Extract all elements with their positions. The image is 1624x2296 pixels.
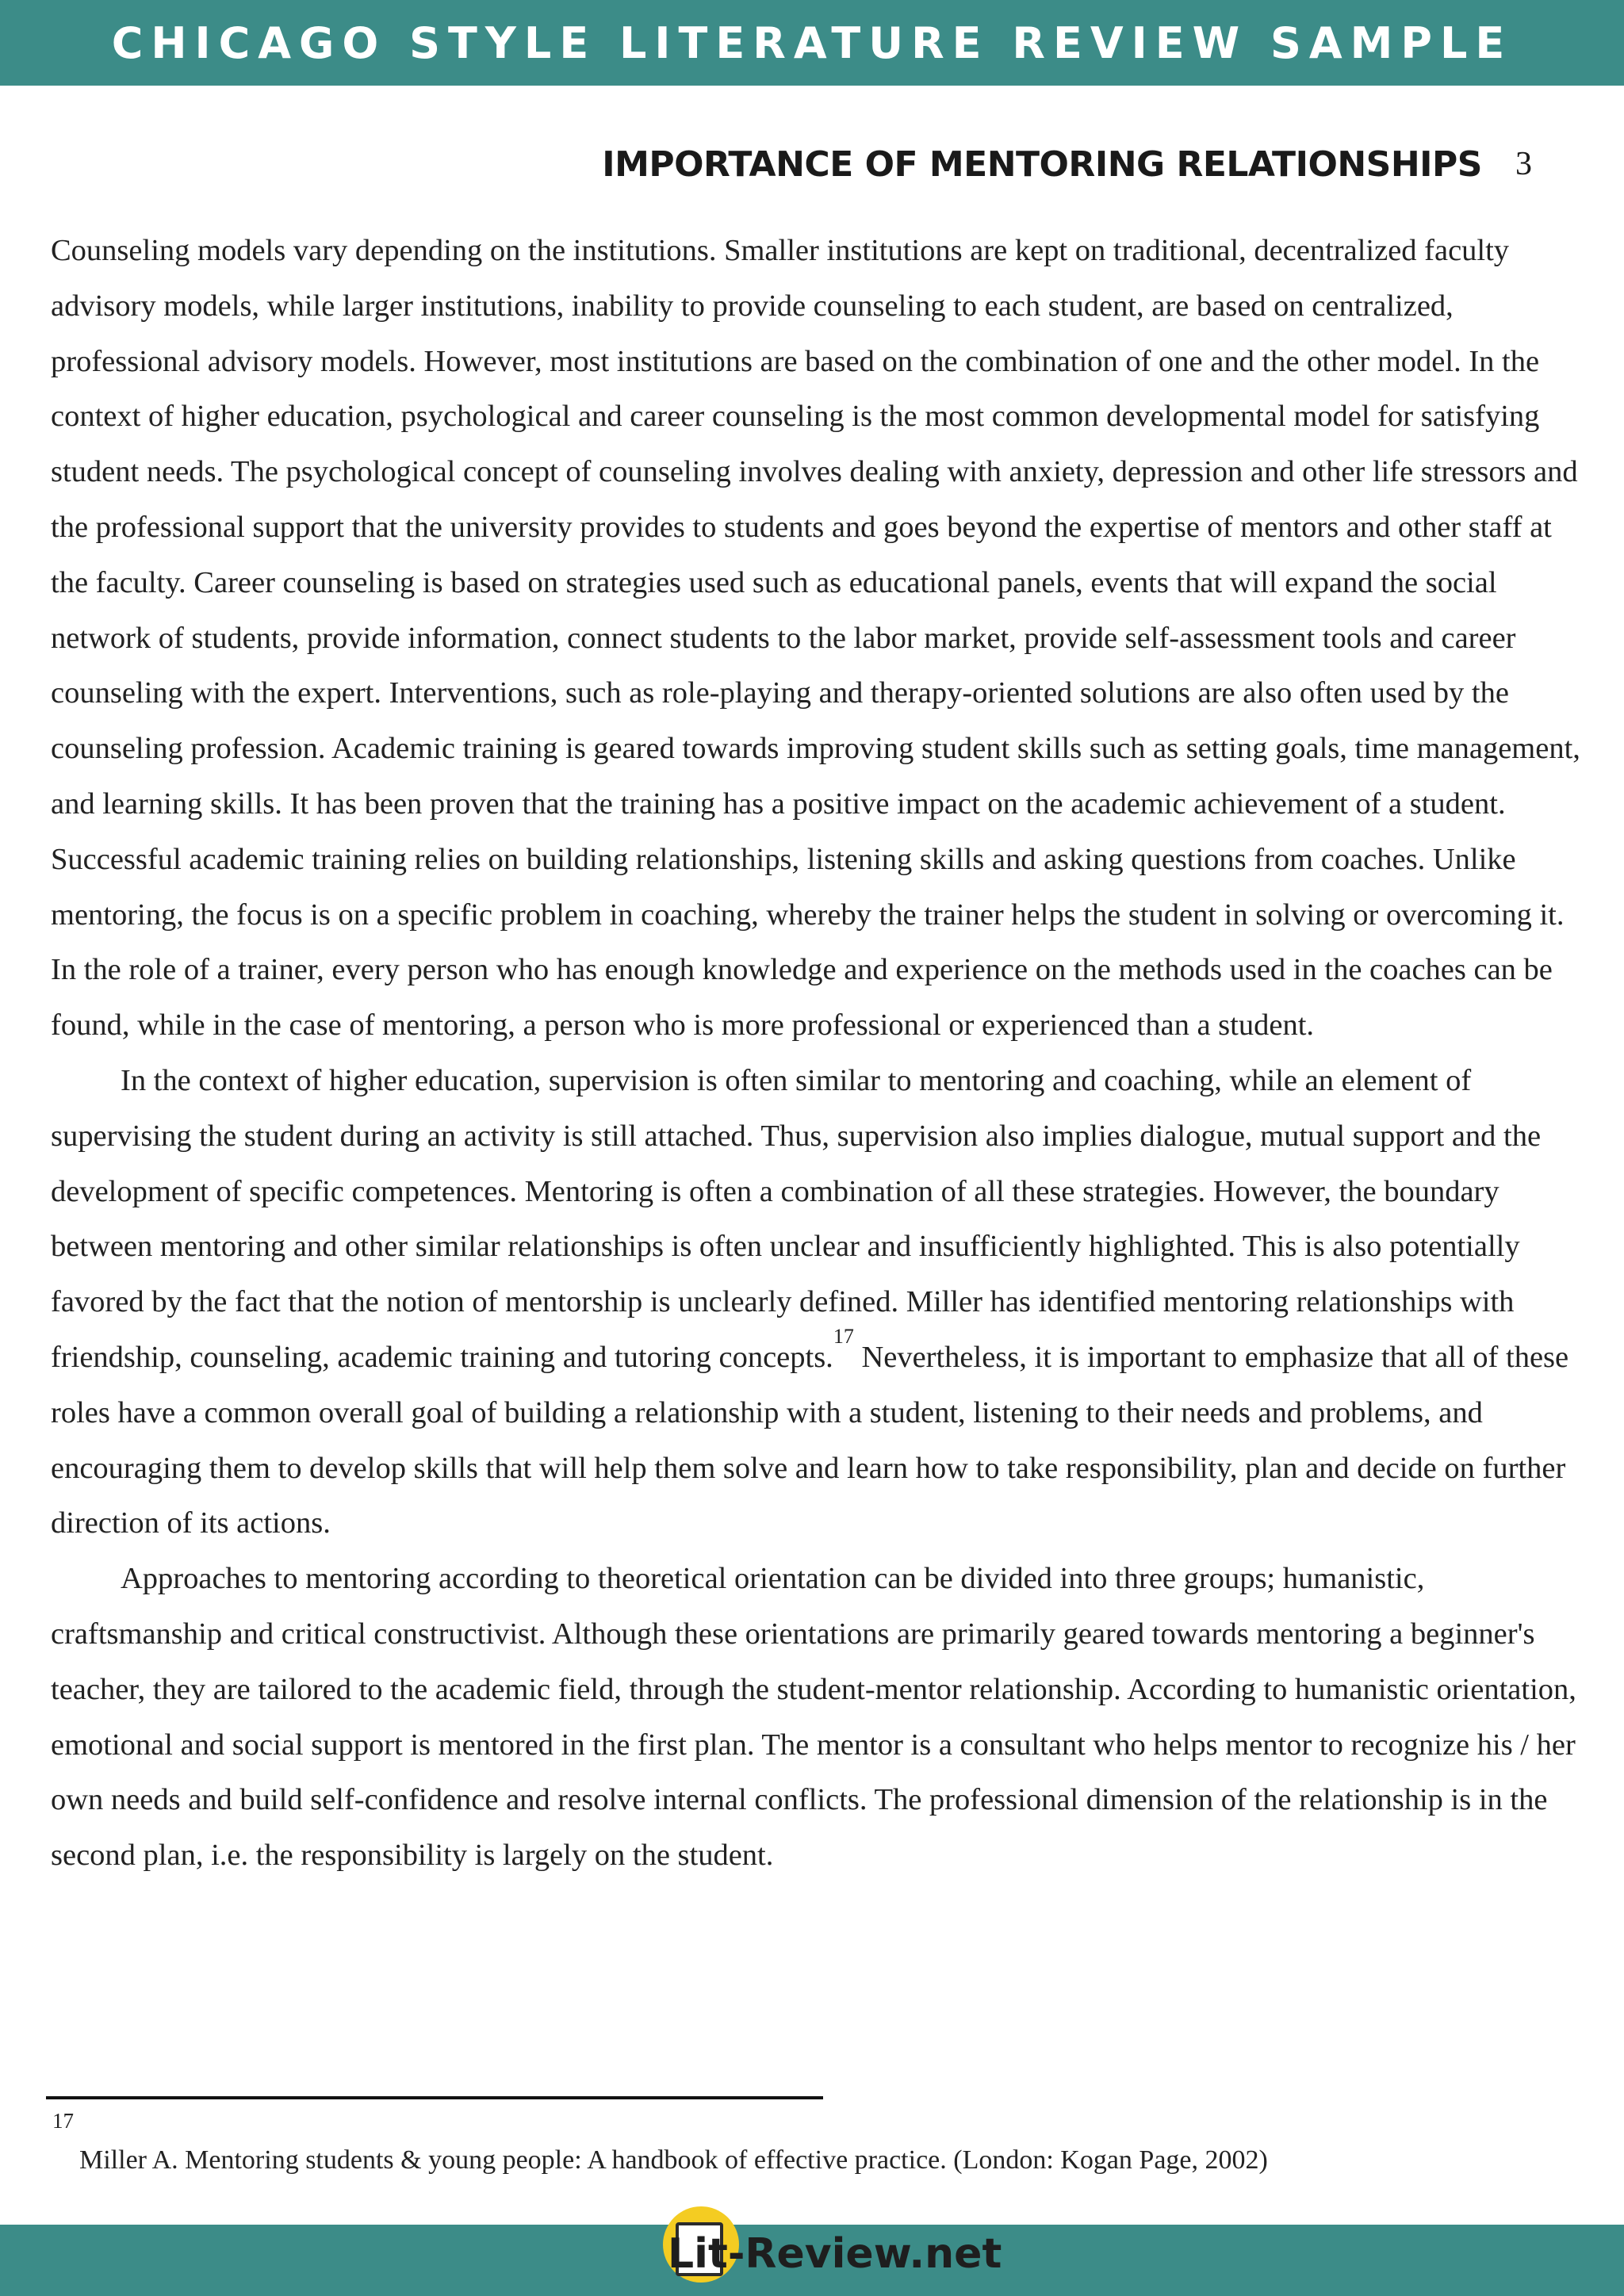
site-logo[interactable]	[663, 2193, 1002, 2296]
banner-title: CHICAGO STYLE LITERATURE REVIEW SAMPLE	[111, 17, 1513, 68]
paragraph-2	[51, 1054, 1584, 1552]
footnote-divider	[46, 2096, 823, 2099]
paragraph-1: Counseling models vary depending on the institutions. Smaller institutions are kept on traditional, decentralized faculty advisory models, while larger institutions, inability to provide counseling to each student, are based on centralized, professional advisory models. However, most institutions are based on the combination of one and the other model. In the context of higher education, psychological and career counseling is the most common developmental model for satisfying student needs. The psychological concept of counseling involves dealing with anxiety, depression and other life stressors and the professional support that the university provides to students and goes beyond the expertise of mentors and other staff at the faculty. Career counseling is based on strategies used such as educational panels, events that will expand the social network of students, provide information, connect students to the labor market, provide self-assessment tools and career counseling with the expert. Interventions, such as role-playing and therapy-oriented solutions are also often used by the counseling profession. Academic training is geared towards improving student skills such as setting goals, time management, and learning skills. It has been proven that the training has a positive impact on the academic achievement of a student. Successful academic training relies on building relationships, listening skills and asking questions from coaches. Unlike mentoring, the focus is on a specific problem in coaching, whereby the trainer helps the student in solving or overcoming it. In the role of a trainer, every person who has enough knowledge and experience on the methods used in the coaches can be found, while in the case of mentoring, a person who is more professional or experienced than a student.	[51, 234, 1580, 1043]
footnote-number: 17	[52, 2109, 74, 2133]
paragraph-3: Approaches to mentoring according to theoretical orientation can be divided into three groups; humanistic, craftsmanship and critical constructivist. Although these orientations are primarily geared towards mentoring a beginner's teacher, they are tailored to the academic field, through the student-mentor relationship. According to humanistic orientation, emotional and social support is mentored in the first plan. The mentor is a consultant who helps mentor to recognize his / her own needs and build self-confidence and resolve internal conflicts. The professional dimension of the relationship is in the second plan, i.e. the responsibility is largely on the student.	[51, 1562, 1576, 1873]
book-icon	[663, 2206, 1002, 2283]
paragraph-2-part-1: In the context of higher education, supervision is often similar to mentoring and coaching, while an element of supervising the student during an activity is still attached. Thus, supervision also implies dialogue, mutual support and the development of specific competences. Mentoring is often a combination of all these strategies. However, the boundary between mentoring and other similar relationships is often unclear and insufficiently highlighted. This is also potentially favored by the fact that the notion of mentorship is unclearly defined. Miller has identified mentoring relationships with friendship, counseling, academic training and tutoring concepts.	[51, 1063, 1542, 1374]
page-header	[602, 136, 1532, 192]
page-number: 3	[1515, 146, 1532, 182]
body-text	[51, 224, 1584, 1884]
top-banner	[0, 0, 1624, 86]
footnote-reference[interactable]: 17	[833, 1324, 854, 1348]
footnote-text: Miller A. Mentoring students & young people: A handbook of effective practice. (London: Kogan Page, 2002)	[79, 2145, 1268, 2175]
paragraph-2-part-2: Nevertheless, it is important to emphasize that all of these roles have a common overall goal of building a relationship with a student, listening to their needs and problems, and encouraging them to develop skills that will help them solve and learn how to take responsibility, plan and decide on further direction of its actions.	[51, 1340, 1569, 1540]
logo-text: Lit-Review.net	[668, 2230, 1002, 2278]
running-head: IMPORTANCE OF MENTORING RELATIONSHIPS	[602, 144, 1482, 185]
